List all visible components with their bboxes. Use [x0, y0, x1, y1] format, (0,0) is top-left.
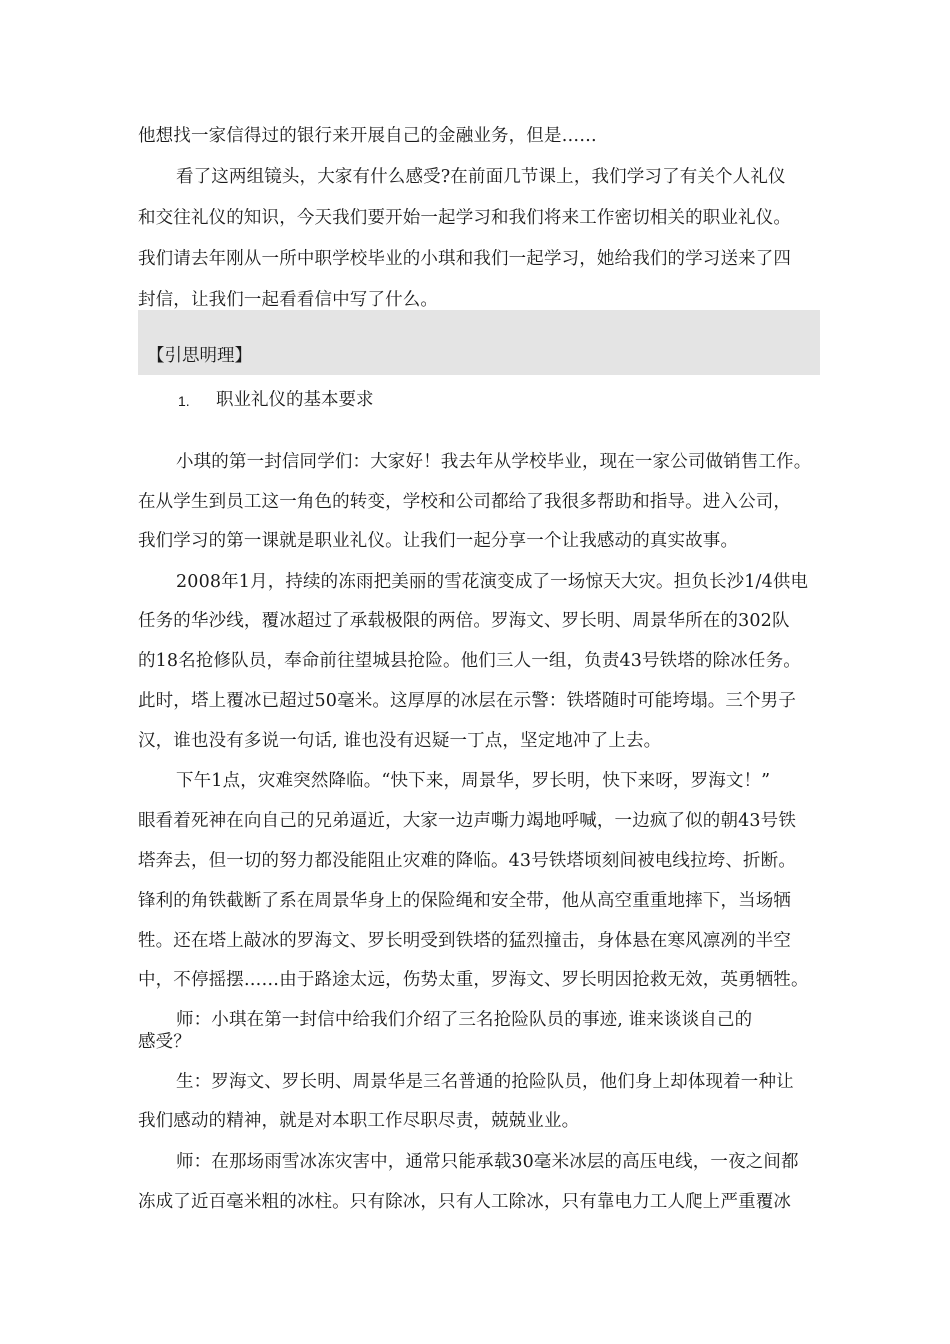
list-item-number: 1.	[178, 393, 190, 409]
paragraph-line: 生：罗海文、罗长明、周景华是三名普通的抢险队员，他们身上却体现着一种让	[176, 1072, 794, 1092]
paragraph-line: 任务的华沙线，覆冰超过了承载极限的两倍。罗海文、罗长明、周景华所在的302队	[138, 611, 790, 631]
paragraph-line: 和交往礼仪的知识，今天我们要开始一起学习和我们将来工作密切相关的职业礼仪。	[138, 208, 792, 228]
paragraph-line: 我们感动的精神，就是对本职工作尽职尽责，兢兢业业。	[138, 1111, 580, 1131]
paragraph-line: 在从学生到员工这一角色的转变，学校和公司都给了我很多帮助和指导。进入公司，	[138, 492, 792, 512]
list-item-heading: 职业礼仪的基本要求	[216, 390, 374, 410]
paragraph-line: 看了这两组镜头，大家有什么感受?在前面几节课上，我们学习了有关个人礼仪	[176, 167, 786, 187]
paragraph-line: 感受？	[138, 1032, 191, 1052]
paragraph-line: 的18名抢修队员，奉命前往望城县抢险。他们三人一组，负责43号铁塔的除冰任务。	[138, 651, 801, 671]
section-title: 【引思明理】	[147, 346, 252, 366]
paragraph-line: 小琪的第一封信同学们：大家好！我去年从学校毕业，现在一家公司做销售工作。	[176, 452, 812, 472]
paragraph-line: 眼看着死神在向自己的兄弟逼近，大家一边声嘶力竭地呼喊，一边疯了似的朝43号铁	[138, 811, 796, 831]
paragraph-line: 汉，谁也没有多说一句话, 谁也没有迟疑一丁点，坚定地冲了上去。	[138, 731, 662, 751]
paragraph-line: 我们学习的第一课就是职业礼仪。让我们一起分享一个让我感动的真实故事。	[138, 531, 739, 551]
paragraph-line: 封信，让我们一起看看信中写了什么。	[138, 290, 439, 310]
paragraph-line: 师：小琪在第一封信中给我们介绍了三名抢险队员的事迹, 谁来谈谈自己的	[176, 1010, 753, 1030]
paragraph-line: 下午1点，灾难突然降临。“快下来，周景华，罗长明，快下来呀，罗海文！”	[176, 771, 771, 791]
paragraph-line: 塔奔去，但一切的努力都没能阻止灾难的降临。43号铁塔顷刻间被电线拉垮、折断。	[138, 851, 796, 871]
paragraph-line: 他想找一家信得过的银行来开展自己的金融业务，但是……	[138, 126, 597, 146]
paragraph-line: 师：在那场雨雪冰冻灾害中，通常只能承载30毫米冰层的高压电线，一夜之间都	[176, 1152, 799, 1172]
paragraph-line: 锋利的角铁截断了系在周景华身上的保险绳和安全带，他从高空重重地摔下，当场牺	[138, 891, 792, 911]
paragraph-line: 我们请去年刚从一所中职学校毕业的小琪和我们一起学习，她给我们的学习送来了四	[138, 249, 792, 269]
paragraph-line: 此时，塔上覆冰已超过50毫米。这厚厚的冰层在示警：铁塔随时可能垮塌。三个男子	[138, 691, 796, 711]
paragraph-line: 2008年1月，持续的冻雨把美丽的雪花演变成了一场惊天大灾。担负长沙1/4供电	[176, 572, 809, 592]
paragraph-line: 牲。还在塔上敲冰的罗海文、罗长明受到铁塔的猛烈撞击，身体悬在寒风凛冽的半空	[138, 931, 792, 951]
paragraph-line: 冻成了近百毫米粗的冰柱。只有除冰，只有人工除冰，只有靠电力工人爬上严重覆冰	[138, 1192, 792, 1212]
paragraph-line: 中，不停摇摆……由于路途太远，伤势太重，罗海文、罗长明因抢救无效，英勇牺牲。	[138, 970, 809, 990]
